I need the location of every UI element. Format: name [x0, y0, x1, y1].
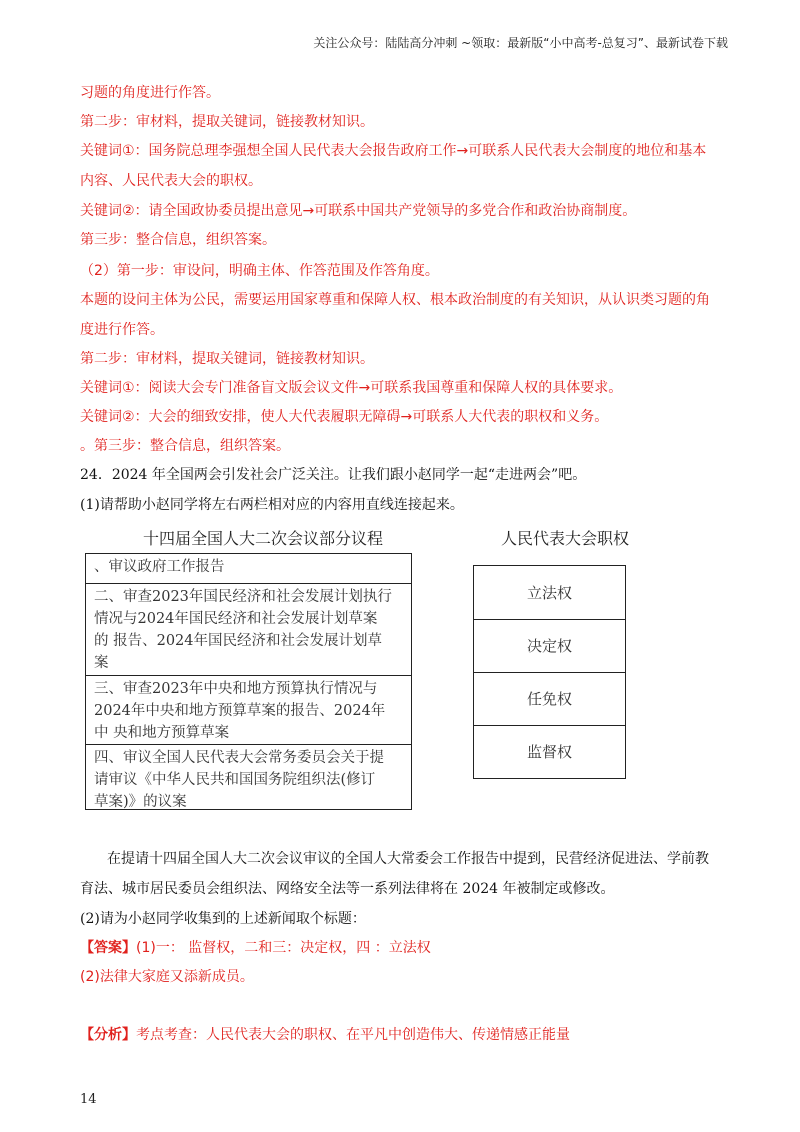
text-line: 度进行作答。	[80, 322, 164, 338]
agenda-table	[85, 553, 412, 810]
agenda-item-4	[86, 745, 411, 809]
agenda-item-line: 请审议《中华人民共和国国务院组织法(修订	[94, 772, 376, 788]
agenda-item-line: 2024年中央和地方预算草案的报告、2024年	[94, 703, 386, 719]
agenda-item-line: 中 央和地方预算草案	[94, 725, 230, 741]
agenda-item-3	[86, 676, 411, 745]
agenda-item-line: 草案)》的议案	[94, 794, 187, 810]
passage-line: 在提请十四届全国人大二次会议审议的全国人大常委会工作报告中提到，民营经济促进法、学前教	[107, 851, 709, 867]
agenda-item-2	[86, 584, 411, 676]
agenda-item-1	[86, 554, 411, 584]
text-line: 关键词①：国务院总理李强想全国人民代表大会报告政府工作→可联系人民代表大会制度的地位和基本	[80, 143, 707, 159]
analysis-tag: 【分析】	[80, 1027, 136, 1043]
answer-line-2: (2)法律大家庭又添新成员。	[80, 969, 254, 985]
agenda-item-line: 的 报告、2024年国民经济和社会发展计划草	[94, 633, 383, 649]
agenda-item-line: 二、审查2023年国民经济和社会发展计划执行	[94, 589, 392, 605]
answer-tag: 【答案】	[80, 940, 136, 956]
question-part1: (1)请帮助小赵同学将左右两栏相对应的内容用直线连接起来。	[80, 497, 464, 513]
text-line: 本题的设问主体为公民，需要运用国家尊重和保障人权、根本政治制度的有关知识，从认识类习题的角	[80, 292, 710, 308]
answer-line-1	[80, 937, 431, 957]
text-line: 习题的角度进行作答。	[80, 85, 220, 101]
power-item: 决定权	[474, 620, 625, 673]
passage-line: 育法、城市居民委员会组织法、网络安全法等一系列法律将在 2024 年被制定或修改。	[80, 881, 615, 897]
question-stem: 24．2024 年全国两会引发社会广泛关注。让我们跟小赵同学一起“走进两会”吧。	[80, 467, 587, 483]
agenda-item-line: 三、审查2023年中央和地方预算执行情况与	[94, 681, 378, 697]
text-line: 第三步：整合信息，组织答案。	[80, 232, 276, 248]
agenda-item-line: 、审议政府工作报告	[94, 559, 225, 575]
powers-table	[473, 565, 626, 779]
left-table-title: 十四届全国人大二次会议部分议程	[143, 529, 384, 548]
analysis-line	[80, 1024, 570, 1044]
power-item: 任免权	[474, 673, 625, 726]
text-line: （2）第一步：审设问，明确主体、作答范围及作答角度。	[80, 263, 439, 279]
page-number: 14	[80, 1092, 97, 1107]
agenda-item-line: 四、审议全国人民代表大会常务委员会关于提	[94, 750, 384, 766]
text-line: 内容、人民代表大会的职权。	[80, 173, 262, 189]
text-line: 关键词②：大会的细致安排，使人大代表履职无障碍→可联系人大代表的职权和义务。	[80, 409, 609, 425]
text-line: 第二步：审材料，提取关键词，链接教材知识。	[80, 351, 374, 367]
right-table-title: 人民代表大会职权	[501, 529, 630, 548]
page-header: 关注公众号：陆陆高分冲刺 ~领取：最新版“小中高考-总复习”、最新试卷下载	[313, 36, 728, 50]
analysis-text: 考点考查：人民代表大会的职权、在平凡中创造伟大、传递情感正能量	[136, 1027, 570, 1043]
answer-text: (1)一： 监督权，二和三：决定权，四 ：立法权	[136, 940, 431, 956]
agenda-item-line: 案	[94, 655, 109, 671]
question-part2: (2)请为小赵同学收集到的上述新闻取个标题：	[80, 911, 366, 927]
power-item: 立法权	[474, 566, 625, 620]
text-line: 关键词②：请全国政协委员提出意见→可联系中国共产党领导的多党合作和政治协商制度。	[80, 203, 637, 219]
text-line: 关键词①：阅读大会专门准备盲文版会议文件→可联系我国尊重和保障人权的具体要求。	[80, 380, 623, 396]
power-item: 监督权	[526, 743, 572, 761]
text-line: 第二步：审材料，提取关键词，链接教材知识。	[80, 114, 374, 130]
agenda-item-line: 情况与2024年国民经济和社会发展计划草案	[94, 611, 378, 627]
text-line: 。第三步：整合信息，组织答案。	[80, 438, 290, 454]
